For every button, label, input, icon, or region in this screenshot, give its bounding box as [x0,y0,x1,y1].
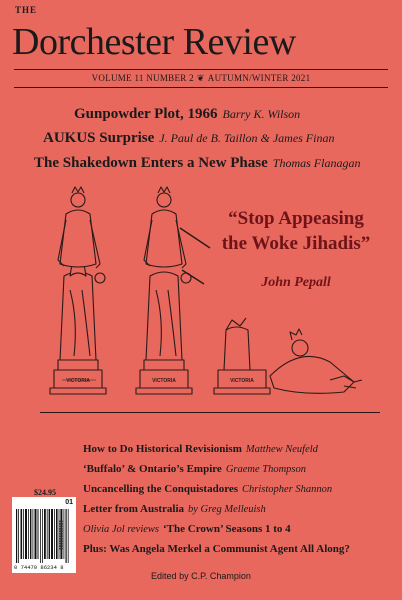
contents-title: How to Do Historical Revisionism [83,443,242,455]
plinth-label: VICTORIA [152,378,176,384]
plinth-label: VICTORIA [230,378,254,384]
headline-title: Gunpowder Plot, 1966 [74,106,218,122]
feature-quote [216,206,376,256]
masthead-rule-bottom [14,87,388,88]
fleuron-icon: ❦ [196,73,205,83]
barcode-digits: 0 74470 86234 8 [14,564,64,571]
headline-author: J. Paul de B. Taillon & James Finan [159,131,335,145]
contents-author: Christopher Shannon [242,484,333,495]
barcode-side-text-icon: ▮▮▮▮▮▮▮▮▮▮▮▮ [58,520,64,550]
issue-line [0,73,402,84]
headline-title: The Shakedown Enters a New Phase [34,155,268,171]
feature-quote-line-2: the Woke Jihadis” [221,233,371,254]
barcode-bars-icon [12,497,76,573]
contents-title: Letter from Australia [83,503,185,515]
contents-author: by Greg Melleuish [188,504,266,515]
headline-author: Thomas Flanagan [272,156,361,170]
contents-item-2 [83,457,306,476]
masthead-rule-top [14,69,388,70]
contents-reviewer: Olivia Jol reviews [83,524,160,535]
masthead-title: Dorchester Review [12,21,296,63]
contents-rule [40,412,380,413]
cover-price: $24.95 [34,488,56,497]
contents-author: Matthew Neufeld [245,444,318,455]
feature-author: John Pepall [261,275,331,290]
barcode [12,497,76,573]
headline-3 [34,152,360,172]
volume-number: VOLUME 11 NUMBER 2 [91,73,194,83]
statue-standing-1 [50,187,106,394]
contents-item-1 [83,437,318,456]
plinth-label: VICTORIA [66,378,90,384]
headline-2 [43,127,334,147]
contents-title: ‘Buffalo’ & Ontario’s Empire [83,463,222,475]
issue-season: AUTUMN/WINTER 2021 [207,73,311,83]
contents-item-5 [83,517,291,536]
contents-author: Graeme Thompson [225,464,307,475]
contents-item-6 [83,537,350,556]
contents-item-4 [83,497,266,516]
feature-quote-line-1: “Stop Appeasing [228,208,364,229]
contents-title: Uncancelling the Conquistadores [83,483,239,495]
barcode-issue-number: 01 [65,499,73,506]
contents-title: Plus: Was Angela Merkel a Communist Agent All Along? [83,543,350,555]
headline-1 [74,103,300,123]
headline-title: AUKUS Surprise [43,130,155,146]
editor-credit: Edited by C.P. Champion [151,571,251,581]
statue-standing-2 [136,187,210,394]
contents-title: ‘The Crown’ Seasons 1 to 4 [163,523,291,535]
contents-item-3 [83,477,332,496]
masthead-the: THE [15,5,38,15]
headline-author: Barry K. Wilson [222,107,301,121]
